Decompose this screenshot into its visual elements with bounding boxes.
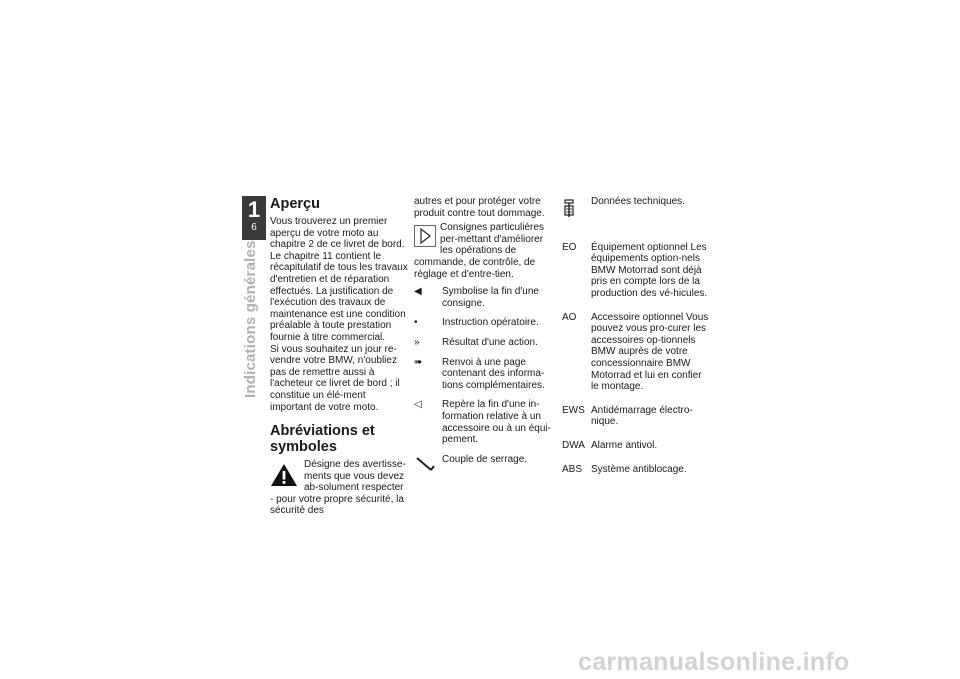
tip-block: [414, 222, 552, 280]
list-item: [562, 312, 710, 393]
torque-text: Couple de serrage.: [442, 453, 528, 465]
abbreviation-text: Alarme antivol.: [591, 439, 658, 451]
list-item: [414, 357, 552, 392]
symbol-list: [414, 286, 552, 479]
warning-text: Désigne des avertisse-ments que vous devez ab-solument respecter - pour votre propre sécurité, la sécurité des: [270, 459, 406, 517]
list-item: [562, 440, 710, 452]
result-icon: »: [414, 336, 420, 348]
list-item: [414, 317, 552, 329]
abbreviation-text: Système antiblocage.: [591, 463, 687, 475]
column-2: [414, 196, 552, 479]
end-of-instruction-icon: ◀: [414, 286, 422, 298]
technical-data-icon: [562, 198, 576, 220]
symbol-description: Instruction opératoire.: [442, 317, 539, 329]
watermark: carmanualsonline.info: [578, 648, 850, 676]
abbreviation-text: Accessoire optionnel Vous pouvez vous pro-curer les accessoires op-tionnels BMW auprès de votre concessionnaire BMW Motorrad et lui en confier le montage.: [591, 311, 709, 393]
list-item: [562, 242, 710, 300]
abbreviation-key: EWS: [562, 404, 585, 416]
symbol-description: Résultat d'une action.: [442, 336, 538, 348]
list-item: [414, 337, 552, 349]
tip-text: Consignes particulières per-mettant d'améliorer les opérations de commande, de contrôle, de réglage et d'entre-tien.: [414, 222, 544, 280]
abbreviation-key: DWA: [562, 439, 585, 451]
symbol-description: Renvoi à une page contenant des informa-tions complémentaires.: [442, 356, 545, 391]
warning-triangle-icon: [270, 463, 298, 487]
abbreviation-key: AO: [562, 311, 577, 323]
accessory-end-icon: ◁: [414, 399, 422, 411]
list-item: [414, 399, 552, 445]
page-reference-arrow-icon: ➠: [414, 356, 423, 368]
torque-wrench-icon: [414, 454, 436, 476]
column-1: [270, 196, 408, 517]
chapter-title: Indications générales: [242, 240, 259, 398]
warning-continued: autres et pour protéger votre produit contre tout dommage.: [414, 196, 545, 219]
warning-block: [270, 459, 408, 517]
symbol-description: Repère la fin d'une in-formation relative à un accessoire ou à un équi-pement.: [442, 399, 551, 446]
list-item: [414, 286, 552, 309]
bullet-icon: •: [414, 317, 418, 329]
paragraph-revente: Si vous souhaitez un jour re-vendre votre BMW, n'oubliez pas de remettre aussi à l'acheteur ce livret de bord ; il constitue un élé-ment important de votre moto.: [270, 343, 400, 413]
list-item: [562, 405, 710, 428]
abbreviation-text: Équipement optionnel Les équipements option-nels BMW Motorrad sont déjà pris en compte lors de la production des vé-hicules.: [591, 241, 708, 299]
page-number: 6: [251, 222, 257, 233]
list-item: [562, 464, 710, 476]
list-item: [414, 454, 552, 480]
abbreviation-key: ABS: [562, 463, 583, 475]
abbreviation-key: EO: [562, 241, 577, 253]
abbreviation-text: Antidémarrage électro-nique.: [591, 404, 693, 428]
tip-arrow-icon: [414, 225, 436, 247]
symbol-description: Symbolise la fin d'une consigne.: [442, 286, 539, 309]
technical-data-text: Données techniques.: [591, 196, 685, 207]
list-item: [562, 196, 710, 224]
chapter-number: 1: [247, 197, 261, 222]
chapter-tab: [242, 196, 266, 240]
column-3: [562, 196, 710, 475]
heading-apercu: Aperçu: [270, 196, 320, 212]
paragraph-apercu: Vous trouverez un premier aperçu de votre moto au chapitre 2 de ce livret de bord. Le chapitre 11 contient le récapitulatif de tous les travaux d'entretien et de réparation effectués. La justification de l'exécution des travaux de maintenance est une condition préalable à toute prestation fournie à titre commercial.: [270, 216, 408, 343]
heading-abreviations: Abréviations et symboles: [270, 423, 375, 456]
